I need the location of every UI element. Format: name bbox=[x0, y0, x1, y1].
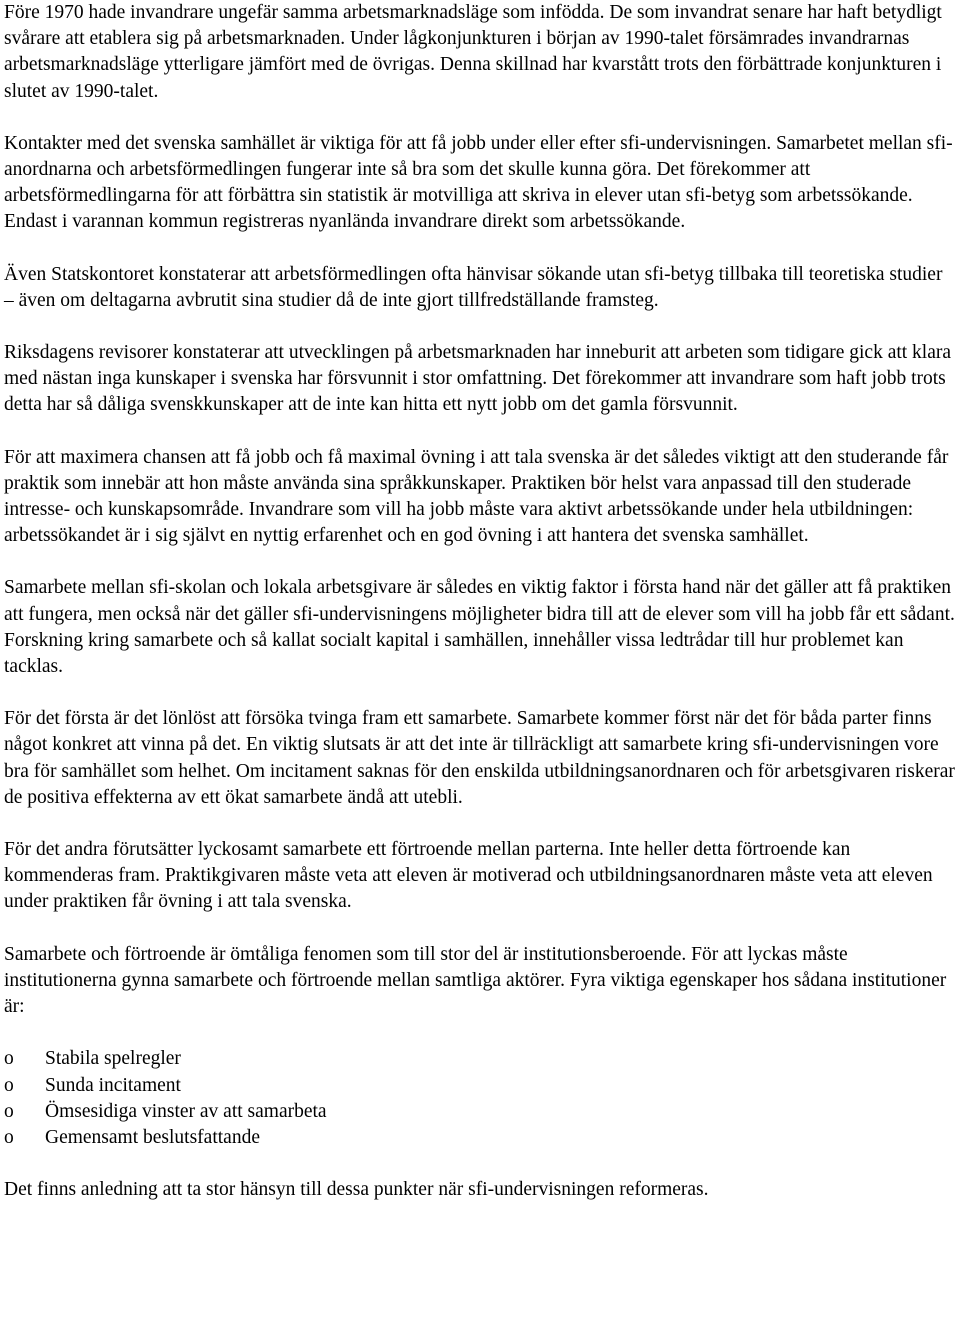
paragraph-4: Riksdagens revisorer konstaterar att utvecklingen på arbetsmarknaden har inneburit att arbeten som tidigare gick att klara med nästan inga kunskaper i svenska har försvunnit i stor omfattning. Det förekommer att invandrare som haft jobb trots detta har så dåliga svenskkunskaper att de inte kan hitta ett nytt jobb om det gamla försvunnit. bbox=[4, 342, 952, 416]
paragraph-7: För det första är det lönlöst att försöka tvinga fram ett samarbete. Samarbete kommer först när det för båda parter finns något konkret att vinna på det. En viktig slutsats är att det inte är tillräckligt att samarbete kring sfi-undervisningen vore bra för samhället som helhet. Om incitament saknas för den enskilda utbildningsanordnaren och för arbetsgivaren riskerar de positiva effekterna av ett ökat samarbete ändå att utebli. bbox=[4, 708, 955, 808]
bullet-marker: o bbox=[4, 1074, 14, 1096]
list-item bbox=[4, 1099, 956, 1125]
document-page bbox=[4, 0, 956, 1229]
paragraph-1: Före 1970 hade invandrare ungefär samma arbetsmarknadsläge som infödda. De som invandrat senare har haft betydligt svårare att etablera sig på arbetsmarknaden. Under lågkonjunkturen i början av 1990-talet försämrades invandrarnas arbetsmarknadsläge ytterligare jämfört med de övrigas. Denna skillnad har kvarstått trots den förbättrade konjunkturen i slutet av 1990-talet. bbox=[4, 2, 942, 102]
list-item bbox=[4, 1046, 956, 1072]
list-item bbox=[4, 1125, 956, 1151]
list-item-text: Stabila spelregler bbox=[45, 1048, 181, 1070]
paragraph-3: Även Statskontoret konstaterar att arbetsförmedlingen ofta hänvisar sökande utan sfi-betyg tillbaka till teoretiska studier – även om deltagarna avbrutit sina studier då de inte gjort tillfredställande framsteg. bbox=[4, 263, 943, 311]
paragraph-6: Samarbete mellan sfi-skolan och lokala arbetsgivare är således en viktig faktor i första hand när det gäller att få praktiken att fungera, men också när det gäller sfi-undervisningens möjligheter bidra till att de elever som vill ha jobb får ett sådant. Forskning kring samarbete och så kallat socialt kapital i samhällen, innehåller vissa ledtrådar till hur problemet kan tacklas. bbox=[4, 577, 955, 678]
list-item-text: Sunda incitament bbox=[45, 1074, 181, 1096]
closing-paragraph: Det finns anledning att ta stor hänsyn till dessa punkter när sfi-undervisningen reformeras. bbox=[4, 1179, 709, 1201]
paragraph-8: För det andra förutsätter lyckosamt samarbete ett förtroende mellan parterna. Inte heller detta förtroende kan kommenderas fram. Praktikgivaren måste veta att eleven är motiverad och utbildningsanordnaren måste veta att eleven under praktiken får övning i att tala svenska. bbox=[4, 839, 933, 913]
bullet-marker: o bbox=[4, 1126, 14, 1148]
paragraph-9: Samarbete och förtroende är ömtåliga fenomen som till stor del är institutionsberoende. För att lyckas måste institutionerna gynna samarbete och förtroende mellan samtliga aktörer. Fyra viktiga egenskaper hos sådana institutioner är: bbox=[4, 943, 947, 1018]
bullet-marker: o bbox=[4, 1100, 14, 1122]
bullet-marker: o bbox=[4, 1048, 14, 1070]
institution-properties-list bbox=[4, 1046, 956, 1151]
paragraph-2: Kontakter med det svenska samhället är viktiga för att få jobb under eller efter sfi-undervisningen. Samarbetet mellan sfi-anordnarna och arbetsförmedlingen fungerar inte så bra som det skulle kunna göra. Det förekommer att arbetsförmedlingarna för att förbättra sin statistik är motvilliga att skriva in elever utan sfi-betyg som arbetssökande. Endast i varannan kommun registreras nyanlända invandrare direkt som arbetssökande. bbox=[4, 132, 953, 233]
list-item-text: Gemensamt beslutsfattande bbox=[45, 1126, 260, 1148]
paragraph-5: För att maximera chansen att få jobb och få maximal övning i att tala svenska är det således viktigt att den studerande får praktik som innebär att hon måste använda sina språkkunskaper. Praktiken bör helst vara anpassad till den studerade intresse- och kunskapsområde. Invandrare som vill ha jobb måste vara aktivt arbetssökande under hela utbildningen: arbetssökandet är i sig självt en nyttig erfarenhet och en god övning i att hantera det svenska samhället. bbox=[4, 446, 949, 547]
list-item bbox=[4, 1073, 956, 1099]
list-item-text: Ömsesidiga vinster av att samarbeta bbox=[45, 1100, 327, 1122]
